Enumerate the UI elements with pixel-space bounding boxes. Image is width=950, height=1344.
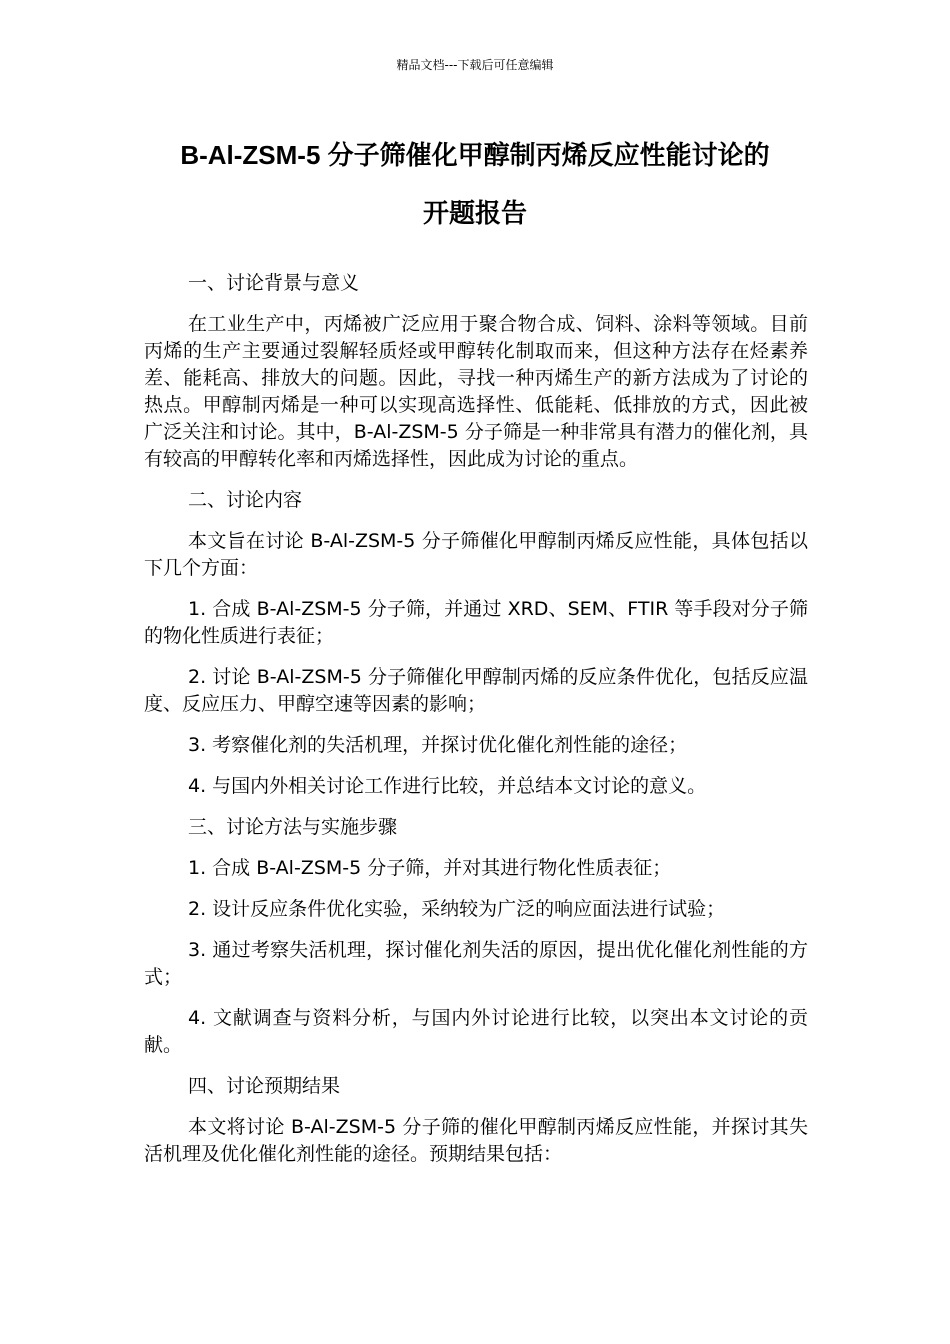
section-heading-methods: 三、讨论方法与实施步骤 xyxy=(188,816,398,838)
list-item-methods-4: 4. 文献调查与资料分析，与国内外讨论进行比较，以突出本文讨论的贡献。 xyxy=(144,1007,808,1056)
paragraph-content-intro: 本文旨在讨论 B-Al-ZSM-5 分子筛催化甲醇制丙烯反应性能，具体包括以下几个方面： xyxy=(144,530,808,579)
list-item-methods-1: 1. 合成 B-Al-ZSM-5 分子筛，并对其进行物化性质表征； xyxy=(188,857,672,879)
document-title-line-1: B-Al-ZSM-5 分子筛催化甲醇制丙烯反应性能讨论的 xyxy=(180,140,770,170)
page-header: 精品文档---下载后可任意编辑 xyxy=(396,58,554,72)
paragraph-background: 在工业生产中，丙烯被广泛应用于聚合物合成、饲料、涂料等领域。目前丙烯的生产主要通过裂解轻质烃或甲醇转化制取而来，但这种方法存在烃素养差、能耗高、排放大的问题。因此，寻找一种丙烯生产的新方法成为了讨论的热点。甲醇制丙烯是一种可以实现高选择性、低能耗、低排放的方式，因此被广泛关注和讨论。其中，B-Al-ZSM-5 分子筛是一种非常具有潜力的催化剂，具有较高的甲醇转化率和丙烯选择性，因此成为讨论的重点。 xyxy=(144,313,808,470)
paragraph-expected-results: 本文将讨论 B-Al-ZSM-5 分子筛的催化甲醇制丙烯反应性能，并探讨其失活机理及优化催化剂性能的途径。预期结果包括： xyxy=(144,1116,808,1165)
section-heading-background: 一、讨论背景与意义 xyxy=(188,272,360,294)
document-body xyxy=(144,270,808,1182)
list-item-methods-3: 3. 通过考察失活机理，探讨催化剂失活的原因，提出优化催化剂性能的方式； xyxy=(144,939,808,988)
list-item-content-3: 3. 考察催化剂的失活机理，并探讨优化催化剂性能的途径； xyxy=(188,734,688,756)
list-item-content-4: 4. 与国内外相关讨论工作进行比较，并总结本文讨论的意义。 xyxy=(188,775,707,797)
list-item-methods-2: 2. 设计反应条件优化实验，采纳较为广泛的响应面法进行试验； xyxy=(188,898,726,920)
document-title-line-2: 开题报告 xyxy=(422,198,527,228)
section-heading-expected-results: 四、讨论预期结果 xyxy=(188,1075,341,1097)
list-item-content-2: 2. 讨论 B-Al-ZSM-5 分子筛催化甲醇制丙烯的反应条件优化，包括反应温度、反应压力、甲醇空速等因素的影响； xyxy=(144,666,808,715)
list-item-content-1: 1. 合成 B-Al-ZSM-5 分子筛，并通过 XRD、SEM、FTIR 等手段对分子筛的物化性质进行表征； xyxy=(144,598,808,647)
section-heading-content: 二、讨论内容 xyxy=(188,489,303,511)
